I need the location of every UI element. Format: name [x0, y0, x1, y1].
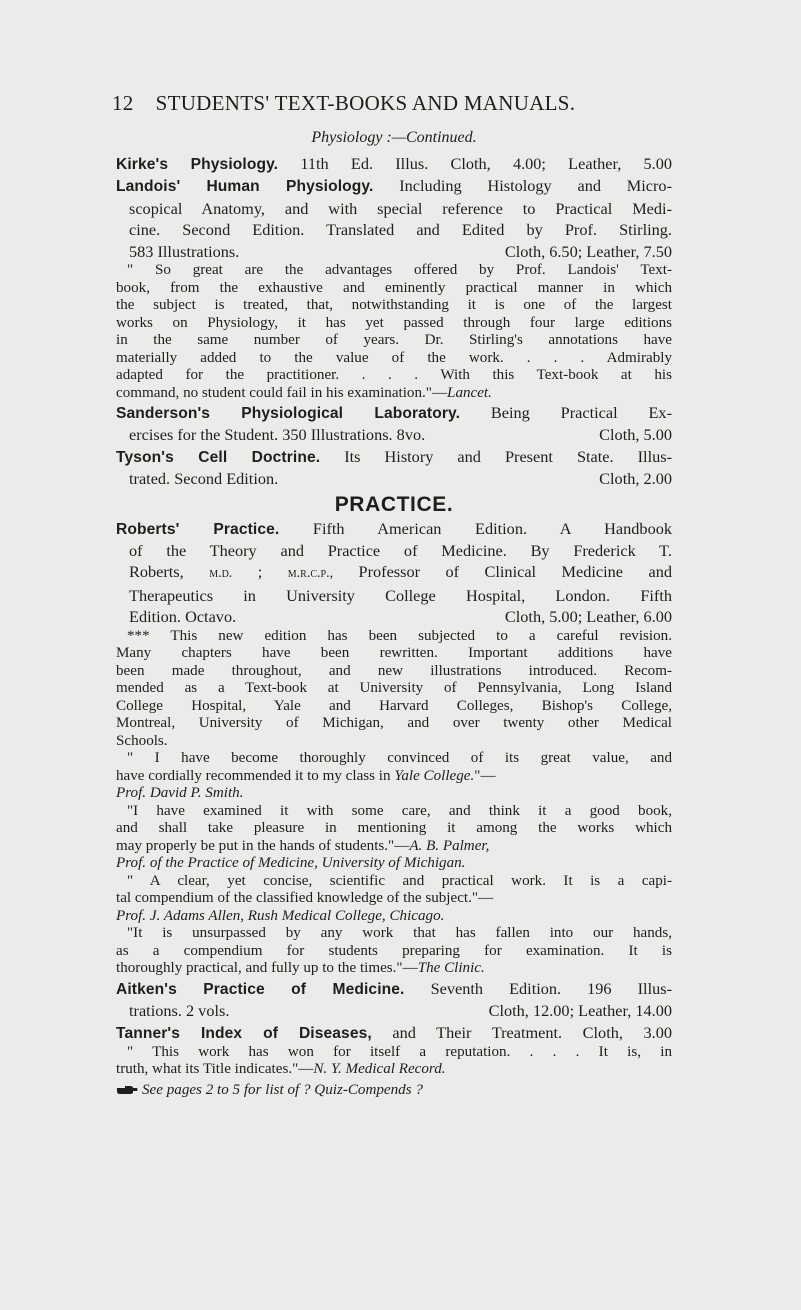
quote-line: "It is unsurpassed by any work that has fallen into our hands, [127, 925, 672, 942]
entry-tyson [116, 446, 672, 490]
quote-line: " This work has won for itself a reputation. . . . It is, in [127, 1043, 672, 1060]
entry-details: trated. Second Edition. [129, 469, 279, 489]
quote-source: Lancet. [447, 384, 492, 401]
entry-price: Cloth, 6.50; Leather, 7.50 [504, 241, 672, 261]
entry-sanderson [116, 402, 672, 446]
quote-line: " A clear, yet concise, scientific and practical work. It is a capi- [127, 872, 672, 889]
quote-line: works on Physiology, it has yet passed through four large editions [116, 314, 672, 331]
entry-line: scopical Anatomy, and with special reference to Practical Medi- [129, 198, 672, 218]
review-quote [116, 1044, 672, 1079]
quote-line: materially added to the value of the work. . . . Admirably [116, 349, 672, 366]
entry-title: Aitken's Practice of Medicine. [116, 980, 405, 998]
degree-md: m.d. [209, 566, 233, 582]
entry-price: Cloth, 5.00; Leather, 6.00 [504, 607, 672, 627]
quote-line: Many chapters have been rewritten. Important additions have [116, 645, 672, 662]
review-quote [116, 803, 672, 873]
page-content [116, 127, 672, 1099]
quote-line: and shall take pleasure in mentioning it among the works which [116, 820, 672, 837]
quote-line: *** This new edition has been subjected to a careful revision. [127, 627, 672, 644]
section-heading: Physiology :—Continued. [311, 129, 477, 146]
entry-details: Edition. Octavo. [129, 607, 237, 627]
quote-line: the subject is treated, that, notwithstanding it is one of the largest [116, 297, 672, 314]
entry-line: cine. Second Edition. Translated and Edited by Prof. Stirling. [129, 220, 672, 240]
quote-line: may properly be put in the hands of students."— [116, 837, 410, 854]
entry-aitken [116, 978, 672, 1022]
quote-line: adapted for the practitioner. . . . With this Text-book at his [116, 367, 672, 384]
page-number: 12 [112, 91, 134, 115]
degree-mrcp: m.r.c.p., [287, 566, 334, 582]
entry-title: Tyson's Cell Doctrine. [116, 448, 321, 466]
review-quote [116, 873, 672, 926]
entry-line: Professor of Clinical Medicine and [358, 562, 672, 582]
edition-note [116, 628, 672, 751]
entry-details: ercises for the Student. 350 Illustrations. 8vo. [129, 425, 426, 445]
entry-price: Cloth, 2.00 [599, 469, 672, 489]
quote-line: tal compendium of the classified knowledge of the subject."— [116, 890, 494, 907]
practice-heading: PRACTICE. [334, 492, 454, 516]
review-quote [116, 262, 672, 402]
entry-details: Fifth American Edition. A Handbook [312, 518, 672, 538]
quote-source: A. B. Palmer, [409, 837, 490, 854]
quote-line: " So great are the advantages offered by Prof. Landois' Text- [127, 262, 672, 279]
quote-line: command, no student could fail in his examination."— [116, 384, 448, 401]
quote-line: " I have become thoroughly convinced of its great value, and [127, 750, 672, 767]
quote-emphasis: Yale College. [394, 767, 475, 784]
entry-details: Including Histology and Micro- [399, 176, 672, 196]
quote-source: The Clinic. [417, 960, 485, 977]
review-quote [116, 750, 672, 803]
entry-details: Being Practical Ex- [490, 403, 672, 423]
entry-kirke [116, 153, 672, 175]
quote-source: N. Y. Medical Record. [313, 1061, 446, 1078]
entry-details: Seventh Edition. 196 Illus- [430, 978, 673, 998]
quote-line: mended as a Text-book at University of Pennsylvania, Long Island [116, 680, 672, 697]
entry-roberts [116, 518, 672, 978]
entry-line: Roberts, [129, 562, 184, 582]
see-pages-note [116, 1081, 672, 1099]
running-title: STUDENTS' TEXT-BOOKS AND MANUALS. [155, 91, 576, 115]
entry-landois [116, 175, 672, 402]
entry-title: Landois' Human Physiology. [116, 178, 374, 196]
quote-line: book, from the exhaustive and eminently practical manner in which [116, 279, 672, 296]
quote-line: truth, what its Title indicates."— [116, 1061, 314, 1078]
entry-price: Cloth, 12.00; Leather, 14.00 [488, 1001, 672, 1021]
separator: ; [257, 562, 263, 582]
entry-title: Sanderson's Physiological Laboratory. [116, 405, 461, 423]
pointing-hand-icon [116, 1085, 138, 1095]
entry-details: 11th Ed. Illus. Cloth, 4.00; Leather, 5.00 [300, 154, 672, 173]
quote-line: "I have examined it with some care, and think it a good book, [127, 802, 672, 819]
quote-source: Prof. J. Adams Allen, Rush Medical College, Chicago. [116, 907, 445, 924]
quote-line: College Hospital, Yale and Harvard Colleges, Bishop's College, [116, 697, 672, 714]
entry-title: Tanner's Index of Diseases, [116, 1024, 372, 1042]
entry-line: of the Theory and Practice of Medicine. By Frederick T. [129, 541, 672, 561]
entry-details: trations. 2 vols. [129, 1001, 230, 1021]
entry-title: Roberts' Practice. [116, 520, 280, 538]
review-quote [116, 925, 672, 978]
quote-line: "— [474, 767, 496, 784]
quote-line: Schools. [116, 732, 168, 749]
entry-price: Cloth, 5.00 [599, 425, 672, 445]
quote-source: Prof. of the Practice of Medicine, University of Michigan. [116, 855, 466, 872]
quote-line: as a compendium for students preparing for examination. It is [116, 942, 672, 959]
quote-line: thoroughly practical, and fully up to the times."— [116, 960, 418, 977]
quote-line: been made throughout, and new illustrations introduced. Recom- [116, 662, 672, 679]
entry-line: Therapeutics in University College Hospital, London. Fifth [129, 585, 672, 605]
entry-tanner [116, 1022, 672, 1079]
quote-line: in the same number of years. Dr. Stirling's annotations have [116, 332, 672, 349]
entry-details: Its History and Present State. Illus- [344, 446, 672, 466]
quote-source: Prof. David P. Smith. [116, 785, 244, 802]
running-header [112, 91, 672, 116]
entry-illustrations: 583 Illustrations. [129, 241, 240, 261]
see-note-text: See pages 2 to 5 for list of ? Quiz-Compends ? [142, 1081, 423, 1098]
quote-line: have cordially recommended it to my class in [116, 767, 391, 784]
entry-details: and Their Treatment. Cloth, 3.00 [392, 1022, 672, 1042]
quote-line: Montreal, University of Michigan, and over twenty other Medical [116, 715, 672, 732]
entry-title: Kirke's Physiology. [116, 156, 279, 173]
